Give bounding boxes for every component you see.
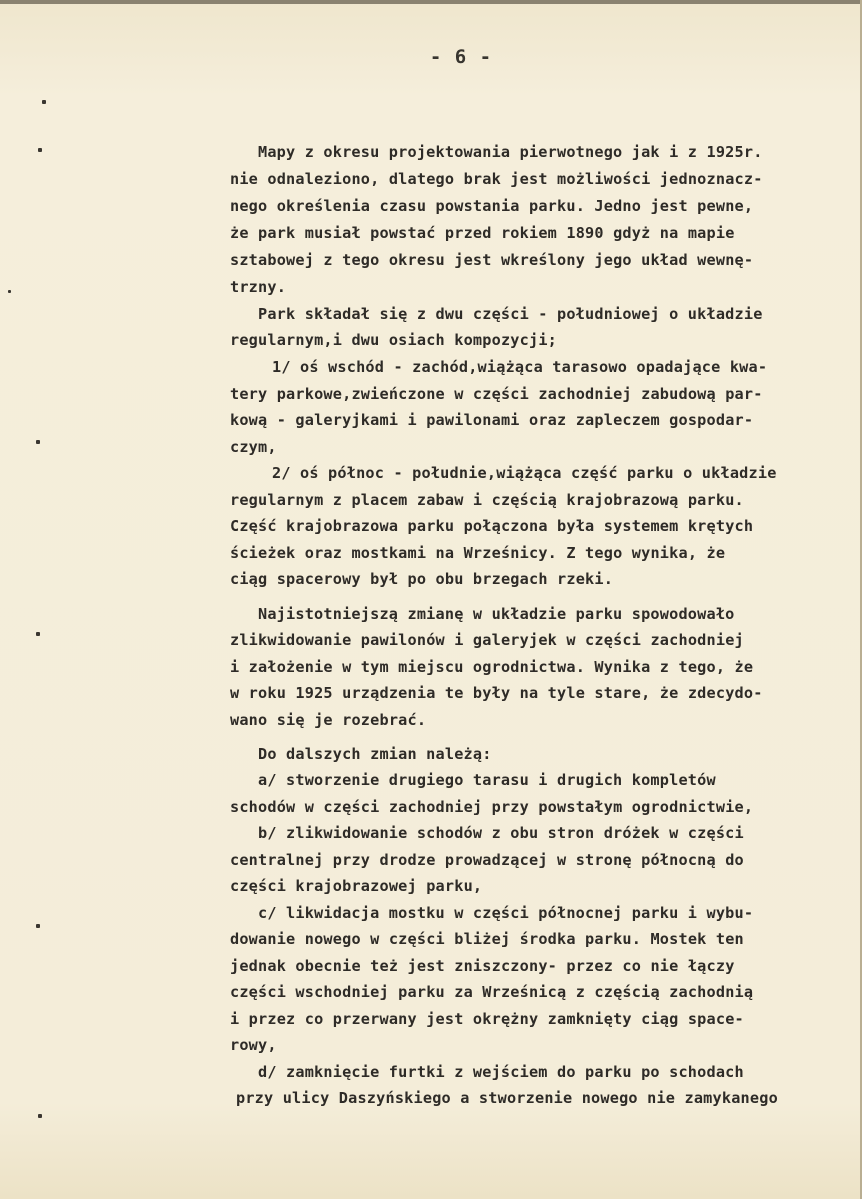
margin-mark <box>8 290 11 293</box>
text-line: a/ stworzenie drugiego tarasu i drugich kompletów <box>258 771 716 789</box>
text-line: Część krajobrazowa parku połączona była systemem krętych <box>230 517 754 535</box>
text-line: d/ zamknięcie furtki z wejściem do parku po schodach <box>258 1063 744 1081</box>
margin-mark <box>38 148 42 152</box>
text-line: dowanie nowego w części bliżej środka parku. Mostek ten <box>230 930 744 948</box>
text-line: schodów w części zachodniej przy powstałym ogrodnictwie, <box>230 798 754 816</box>
text-line: nego określenia czasu powstania parku. Jedno jest pewne, <box>230 197 754 215</box>
text-line: czym, <box>230 438 277 456</box>
text-line: tery parkowe,zwieńczone w części zachodniej zabudową par- <box>230 385 763 403</box>
text-line: 2/ oś północ - południe,wiążąca część parku o układzie <box>272 464 777 482</box>
text-line: Najistotniejszą zmianę w układzie parku spowodowało <box>258 605 735 623</box>
page-number: - 6 - <box>429 46 493 68</box>
text-line: ciąg spacerowy był po obu brzegach rzeki. <box>230 570 614 588</box>
text-line: regularnym,i dwu osiach kompozycji; <box>230 331 558 349</box>
text-line: 1/ oś wschód - zachód,wiążąca tarasowo opadające kwa- <box>272 358 768 376</box>
text-line: rowy, <box>230 1036 277 1054</box>
text-line: centralnej przy drodze prowadzącej w stronę północną do <box>230 851 744 869</box>
scan-top-edge <box>0 0 862 4</box>
text-line: regularnym z placem zabaw i częścią krajobrazową parku. <box>230 491 744 509</box>
text-line: kową - galeryjkami i pawilonami oraz zapleczem gospodar- <box>230 411 754 429</box>
margin-mark <box>42 100 46 104</box>
margin-mark <box>36 440 40 444</box>
text-line: części wschodniej parku za Wrześnicą z częścią zachodnią <box>230 983 754 1001</box>
margin-mark <box>38 1114 42 1118</box>
margin-mark <box>36 924 40 928</box>
text-line: Park składał się z dwu części - południowej o układzie <box>258 305 763 323</box>
margin-mark <box>36 632 40 636</box>
text-line: nie odnaleziono, dlatego brak jest możliwości jednoznacz- <box>230 170 763 188</box>
text-line: b/ zlikwidowanie schodów z obu stron dróżek w części <box>258 824 744 842</box>
text-line: i przez co przerwany jest okrężny zamknięty ciąg space- <box>230 1010 744 1028</box>
text-line: sztabowej z tego okresu jest wkreślony jego układ wewnę- <box>230 251 754 269</box>
text-line: przy ulicy Daszyńskiego a stworzenie nowego nie zamykanego <box>236 1089 778 1107</box>
text-line: wano się je rozebrać. <box>230 711 427 729</box>
text-line: zlikwidowanie pawilonów i galeryjek w części zachodniej <box>230 631 744 649</box>
text-line: c/ likwidacja mostku w części północnej parku i wybu- <box>258 904 754 922</box>
text-line: części krajobrazowej parku, <box>230 877 483 895</box>
text-line: że park musiał powstać przed rokiem 1890 gdyż na mapie <box>230 224 735 242</box>
text-line: w roku 1925 urządzenia te były na tyle stare, że zdecydo- <box>230 684 763 702</box>
text-line: ścieżek oraz mostkami na Wrześnicy. Z tego wynika, że <box>230 544 726 562</box>
text-line: i założenie w tym miejscu ogrodnictwa. Wynika z tego, że <box>230 658 754 676</box>
text-line: Do dalszych zmian należą: <box>258 745 492 763</box>
text-line: Mapy z okresu projektowania pierwotnego jak i z 1925r. <box>258 143 763 161</box>
text-line: trzny. <box>230 278 287 296</box>
text-line: jednak obecnie też jest zniszczony- przez co nie łączy <box>230 957 735 975</box>
